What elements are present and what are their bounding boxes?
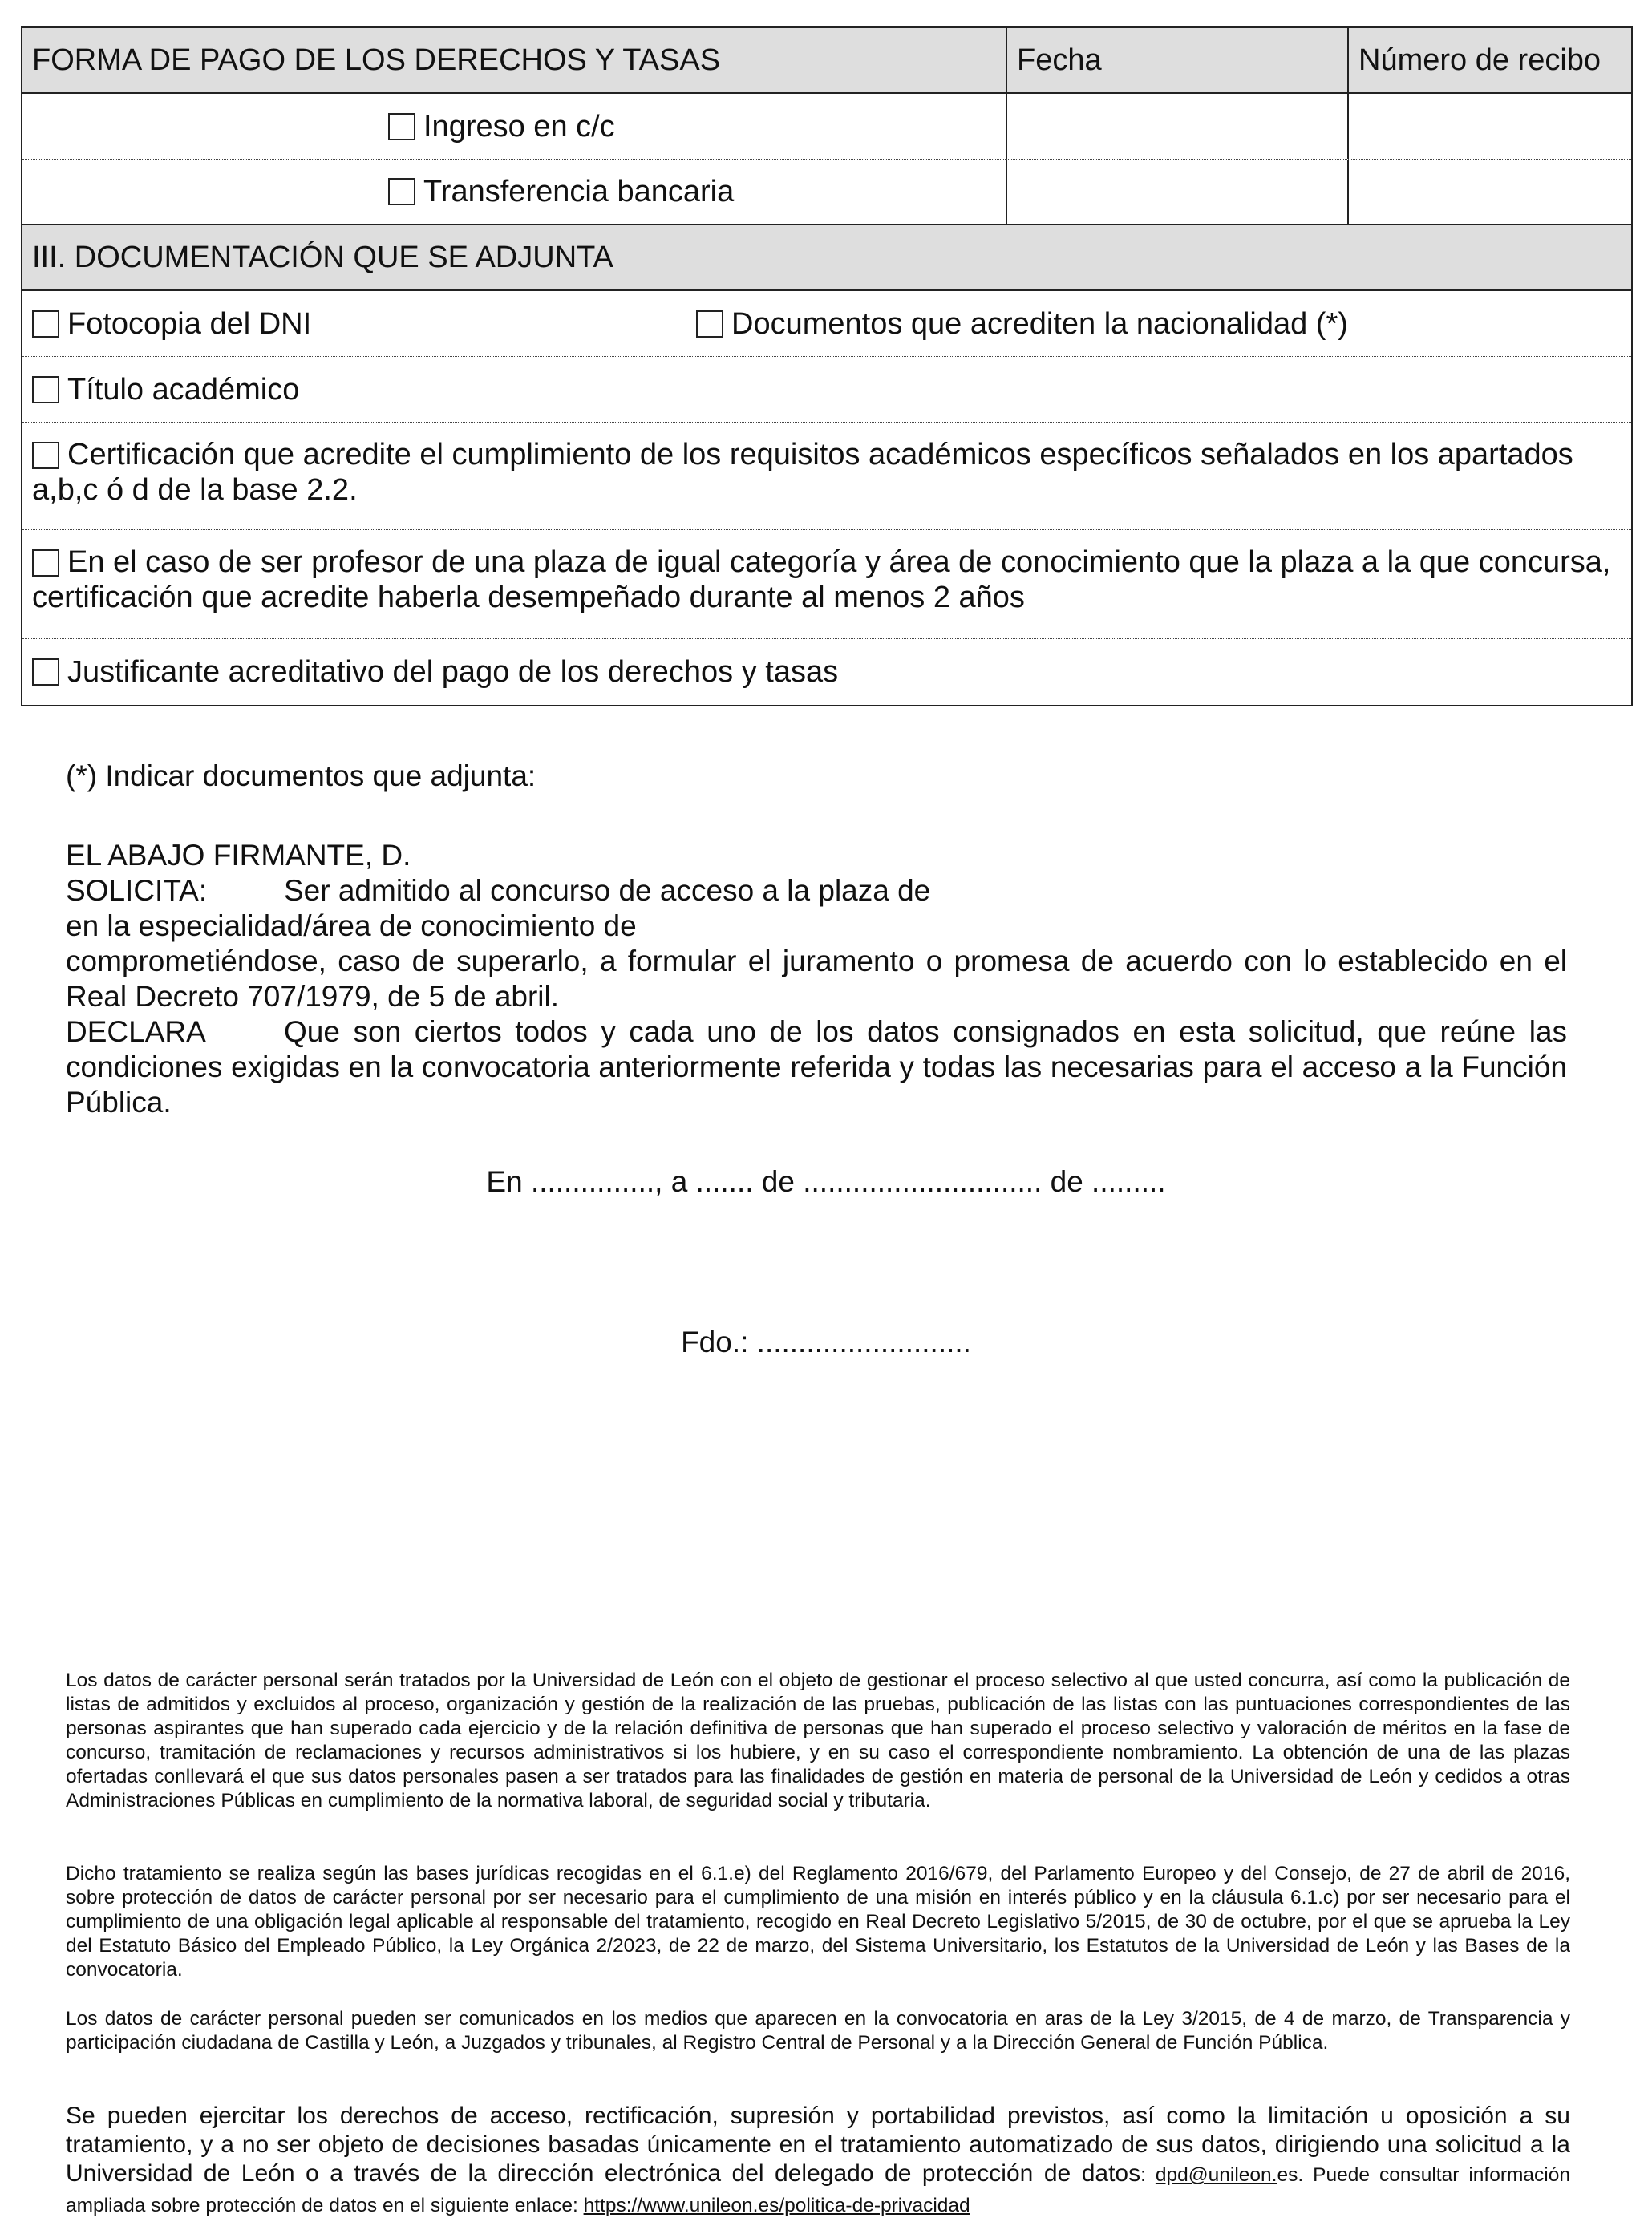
deposit-account-checkbox[interactable] (388, 113, 415, 140)
signature-text: Fdo.: .......................... (681, 1325, 971, 1358)
solicita-line (66, 873, 1567, 909)
documentation-row (22, 357, 1631, 423)
request-block (66, 838, 1567, 1120)
signature-line (0, 1325, 1652, 1360)
documentation-item (22, 639, 1631, 705)
privacy-policy-link[interactable]: https://www.unileon.es/politica-de-privacidad (583, 2195, 970, 2216)
documentation-item (22, 423, 1631, 529)
privacy-rights-text: Se pueden ejercitar los derechos de acceso, rectificación, supresión y portabilidad previstos, así como la limitación u oposición a su tratamiento, y a no ser objeto de decisiones basadas únicamente en el tratamiento automatizado de sus datos, dirigiendo una solicitud a la Universidad de León o a través de la dirección electrónica del delegado de protección de datos (66, 2103, 1570, 2187)
documentation-item-label: Certificación que acredite el cumplimiento de los requisitos académicos específicos señalados en los apartados a,b,c ó d de la base 2.2. (32, 438, 1573, 507)
documentation-item (22, 357, 1631, 422)
dni-copy-checkbox[interactable] (32, 310, 59, 338)
documentation-item-label: Documentos que acrediten la nacionalidad (*) (731, 306, 1348, 341)
academic-requirements-checkbox[interactable] (32, 442, 59, 469)
academic-degree-checkbox[interactable] (32, 376, 59, 403)
commitment-text: comprometiéndose, caso de superarlo, a formular el juramento o promesa de acuerdo con lo establecido en el Real Decreto 707/1979, de 5 de abril. (66, 945, 1567, 1013)
declara-label: DECLARA (66, 1015, 206, 1048)
solicita-label: SOLICITA: (66, 874, 208, 907)
payment-proof-checkbox[interactable] (32, 658, 59, 686)
privacy-notice-paragraph: Los datos de carácter personal pueden ser comunicados en los medios que aparecen en la convocatoria en aras de la Ley 3/2015, de 4 de marzo, de Transparencia y participación ciudadana de Castilla y León, a Juzgados y tribunales, al Registro Central de Personal y a la Dirección General de Función Pública. (66, 2008, 1570, 2054)
declara-paragraph (66, 1014, 1567, 1120)
signer-line: EL ABAJO FIRMANTE, D. (66, 839, 411, 872)
declara-text: Que son ciertos todos y cada uno de los datos consignados en esta solicitud, que reúne las condiciones exigidas en la convocatoria anteriormente referida y todas las necesarias para el acceso a la Función Pública. (66, 1015, 1567, 1119)
payment-option-cell (22, 160, 1006, 224)
documentation-row (22, 291, 1631, 357)
documentation-item-label: Título académico (67, 372, 300, 407)
payment-option-row (22, 160, 1631, 225)
documentation-row (22, 530, 1631, 639)
documentation-row (22, 423, 1631, 530)
receipt-number-field[interactable] (1347, 160, 1631, 224)
payment-method-header: FORMA DE PAGO DE LOS DERECHOS Y TASAS (32, 43, 721, 77)
receipt-number-header: Número de recibo (1347, 28, 1631, 92)
documentation-item-label: En el caso de ser profesor de una plaza de igual categoría y área de conocimiento que la plaza a la que concursa, certificación que acredite haberla desempeñado durante al menos 2 años (32, 545, 1611, 614)
receipt-number-field[interactable] (1347, 94, 1631, 159)
documentation-item (22, 291, 686, 356)
dpo-email-link[interactable]: dpd@unileon. (1155, 2164, 1277, 2186)
documentation-header-row (22, 225, 1631, 291)
payment-option-row (22, 94, 1631, 160)
area-line: en la especialidad/área de conocimiento de (66, 909, 637, 942)
privacy-rights-paragraph (66, 2102, 1570, 2220)
nationality-documents-checkbox[interactable] (696, 310, 723, 338)
attached-documents-note: (*) Indicar documentos que adjunta: (66, 759, 536, 792)
documentation-item-label: Justificante acreditativo del pago de los derechos y tasas (67, 655, 839, 689)
payment-option-label: Transferencia bancaria (423, 175, 735, 208)
payment-option-cell (22, 94, 1006, 159)
date-field[interactable] (1006, 94, 1347, 159)
documentation-item-label: Fotocopia del DNI (67, 306, 312, 341)
professor-certification-checkbox[interactable] (32, 549, 59, 577)
documentation-item (22, 530, 1631, 638)
privacy-rights-more-text: es. Puede consultar información ampliada sobre protección de datos en el siguiente enlace: (66, 2164, 1570, 2216)
documentation-item (686, 291, 1631, 356)
payment-documentation-table (21, 26, 1633, 706)
privacy-notice-paragraph: Los datos de carácter personal serán tratados por la Universidad de León con el objeto de gestionar el proceso selectivo al que usted concurra, así como la publicación de listas de admitidos y excluidos al proceso, organización y gestión de la realización de las pruebas, publicación de las listas con las puntuaciones correspondientes de las personas aspirantes que han superado cada ejercicio y de la relación definitiva de personas que han superado el proceso selectivo y valoración de méritos en la fase de concurso, tramitación de reclamaciones y recursos administrativos si los hubiere, y en su caso el correspondiente nombramiento. La obtención de una de las plazas ofertadas conllevará el que sus datos personales pasen a ser tratados para las finalidades de gestión en materia de personal de la Universidad de León y cedidos a otras Administraciones Públicas en cumplimiento de la normativa laboral, de seguridad social y tributaria. (66, 1670, 1570, 1811)
place-date-text: En ..............., a ....... de ............................. de ......... (486, 1165, 1166, 1198)
privacy-rights-colon: : (1140, 2164, 1156, 2186)
date-header: Fecha (1006, 28, 1347, 92)
bank-transfer-checkbox[interactable] (388, 178, 415, 205)
payment-option-label: Ingreso en c/c (423, 109, 615, 144)
solicita-text: Ser admitido al concurso de acceso a la plaza de (284, 874, 931, 907)
place-date-line (0, 1164, 1652, 1200)
date-field[interactable] (1006, 160, 1347, 224)
privacy-notice-paragraph: Dicho tratamiento se realiza según las bases jurídicas recogidas en el 6.1.e) del Reglamento 2016/679, del Parlamento Europeo y del Consejo, de 27 de abril de 2016, sobre protección de datos de carácter personal por ser necesario para el cumplimiento de una misión en interés público y en la cláusula 6.1.c) por ser necesario para el cumplimiento de una obligación legal aplicable al responsable del tratamiento, recogido en Real Decreto Legislativo 5/2015, de 30 de octubre, por el que se aprueba la Ley del Estatuto Básico del Empleado Público, la Ley Orgánica 2/2023, de 22 de marzo, del Sistema Universitario, los Estatutos de la Universidad de León y las Bases de la convocatoria. (66, 1863, 1570, 1981)
documentation-row (22, 639, 1631, 705)
documentation-header: III. DOCUMENTACIÓN QUE SE ADJUNTA (32, 241, 613, 274)
payment-header-row (22, 28, 1631, 94)
